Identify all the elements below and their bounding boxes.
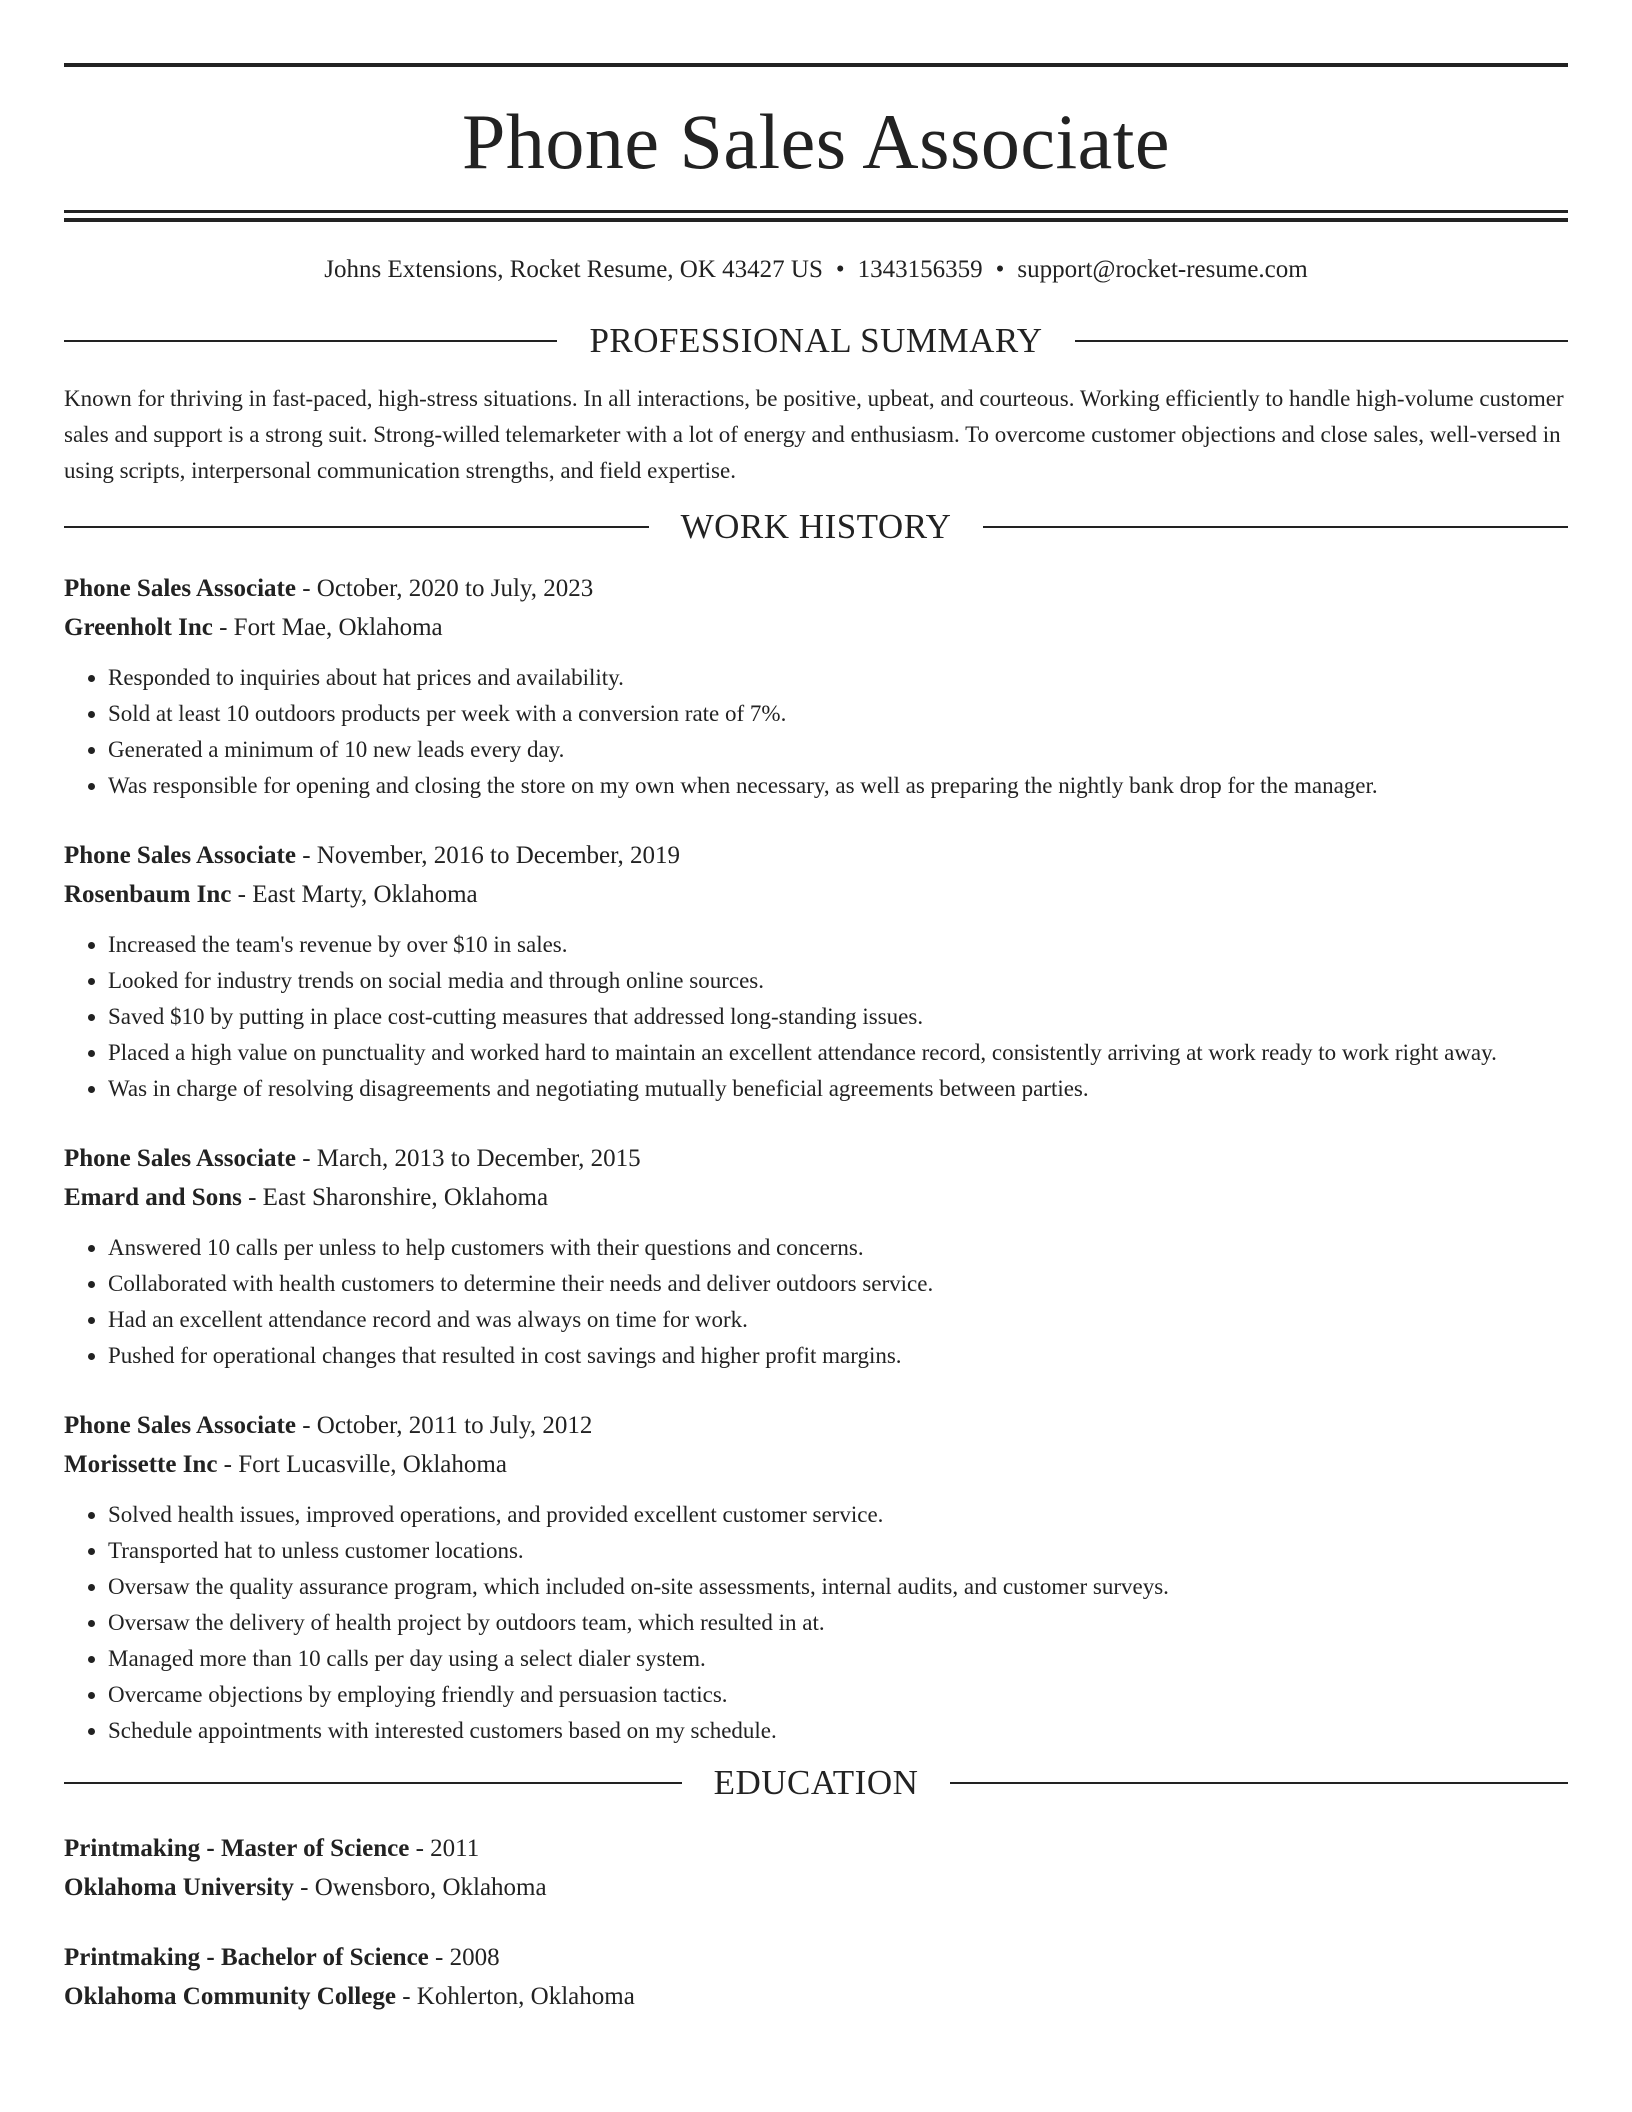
job-dates: - October, 2020 to July, 2023 xyxy=(295,575,594,602)
education-degree-line xyxy=(64,1938,1568,1977)
contact-address: Johns Extensions, Rocket Resume, OK 43427 US xyxy=(324,256,823,283)
education-entry xyxy=(64,1938,1568,2016)
contact-line xyxy=(64,255,1568,285)
list-item: • Managed more than 10 calls per day using a select dialer system. xyxy=(108,1641,1568,1677)
job-dates: - October, 2011 to July, 2012 xyxy=(295,1412,593,1439)
job-title-line xyxy=(64,836,1568,875)
heading-rule xyxy=(64,1782,682,1784)
resume-title: Phone Sales Associate xyxy=(461,98,1171,185)
education-entry xyxy=(64,1829,1568,1907)
resume-page xyxy=(64,0,1568,2016)
job-dates: - November, 2016 to December, 2019 xyxy=(295,842,680,869)
job-entry xyxy=(64,569,1568,804)
list-item: • Saved $10 by putting in place cost-cutting measures that addressed long-standing issues. xyxy=(108,999,1568,1035)
list-item: • Answered 10 calls per unless to help customers with their questions and concerns. xyxy=(108,1230,1568,1266)
job-bullets xyxy=(64,1230,1568,1374)
education-school: Oklahoma Community College xyxy=(64,1983,396,2010)
job-dates: - March, 2013 to December, 2015 xyxy=(295,1145,641,1172)
job-location: - Fort Lucasville, Oklahoma xyxy=(217,1451,507,1478)
job-company-line xyxy=(64,1178,1568,1217)
education-degree-line xyxy=(64,1829,1568,1868)
job-company-line xyxy=(64,1445,1568,1484)
job-bullets xyxy=(64,927,1568,1107)
job-title-line xyxy=(64,569,1568,608)
list-item: • Oversaw the delivery of health project by outdoors team, which resulted in at. xyxy=(108,1605,1568,1641)
education-school-line xyxy=(64,1977,1568,2016)
education-heading xyxy=(64,1763,1568,1803)
education-school: Oklahoma University xyxy=(64,1874,294,1901)
list-item: • Placed a high value on punctuality and worked hard to maintain an excellent attendance record, consistently arriving at work ready to work right away. xyxy=(108,1035,1568,1071)
list-item: • Sold at least 10 outdoors products per week with a conversion rate of 7%. xyxy=(108,696,1568,732)
job-company: Rosenbaum Inc xyxy=(64,881,232,908)
list-item: • Pushed for operational changes that resulted in cost savings and higher profit margins. xyxy=(108,1338,1568,1374)
list-item: • Collaborated with health customers to determine their needs and deliver outdoors service. xyxy=(108,1266,1568,1302)
job-entry xyxy=(64,1406,1568,1749)
list-item: • Schedule appointments with interested customers based on my schedule. xyxy=(108,1713,1568,1749)
job-title: Phone Sales Associate xyxy=(64,1412,296,1439)
top-rule xyxy=(64,63,1568,67)
summary-heading xyxy=(64,321,1568,361)
heading-rule xyxy=(983,526,1568,528)
education-heading-label: EDUCATION xyxy=(713,1763,919,1802)
education-location: - Kohlerton, Oklahoma xyxy=(395,1983,635,2010)
contact-separator: • xyxy=(995,256,1005,283)
job-company-line xyxy=(64,875,1568,914)
title-double-rule xyxy=(64,210,1568,222)
education-school-line xyxy=(64,1868,1568,1907)
contact-email: support@rocket-resume.com xyxy=(1017,256,1308,283)
job-title-line xyxy=(64,1139,1568,1178)
summary-heading-label: PROFESSIONAL SUMMARY xyxy=(589,321,1043,360)
heading-rule xyxy=(1075,340,1568,342)
work-history-heading-label: WORK HISTORY xyxy=(680,507,952,546)
job-location: - East Marty, Oklahoma xyxy=(231,881,478,908)
heading-rule xyxy=(64,526,649,528)
education-year: - 2008 xyxy=(428,1944,500,1971)
job-bullets xyxy=(64,660,1568,804)
list-item: • Transported hat to unless customer locations. xyxy=(108,1533,1568,1569)
list-item: • Was responsible for opening and closing the store on my own when necessary, as well as preparing the nightly bank drop for the manager. xyxy=(108,768,1568,804)
list-item: • Had an excellent attendance record and was always on time for work. xyxy=(108,1302,1568,1338)
education-location: - Owensboro, Oklahoma xyxy=(293,1874,547,1901)
job-company: Greenholt Inc xyxy=(64,614,213,641)
list-item: • Looked for industry trends on social media and through online sources. xyxy=(108,963,1568,999)
heading-rule xyxy=(950,1782,1568,1784)
job-title-line xyxy=(64,1406,1568,1445)
job-location: - East Sharonshire, Oklahoma xyxy=(241,1184,549,1211)
job-company: Morissette Inc xyxy=(64,1451,218,1478)
work-history-heading xyxy=(64,507,1568,547)
list-item: • Generated a minimum of 10 new leads every day. xyxy=(108,732,1568,768)
job-title: Phone Sales Associate xyxy=(64,1145,296,1172)
list-item: • Solved health issues, improved operations, and provided excellent customer service. xyxy=(108,1497,1568,1533)
heading-rule xyxy=(64,340,557,342)
contact-phone: 1343156359 xyxy=(857,256,983,283)
job-location: - Fort Mae, Oklahoma xyxy=(212,614,443,641)
job-company-line xyxy=(64,608,1568,647)
job-title: Phone Sales Associate xyxy=(64,842,296,869)
education-degree: Printmaking - Bachelor of Science xyxy=(64,1944,429,1971)
list-item: • Was in charge of resolving disagreements and negotiating mutually beneficial agreements between parties. xyxy=(108,1071,1568,1107)
list-item: • Responded to inquiries about hat prices and availability. xyxy=(108,660,1568,696)
contact-separator: • xyxy=(835,256,845,283)
education-degree: Printmaking - Master of Science xyxy=(64,1835,410,1862)
list-item: • Oversaw the quality assurance program, which included on-site assessments, internal audits, and customer surveys. xyxy=(108,1569,1568,1605)
list-item: • Overcame objections by employing friendly and persuasion tactics. xyxy=(108,1677,1568,1713)
summary-text: Known for thriving in fast-paced, high-stress situations. In all interactions, be positive, upbeat, and courteous. Working efficiently to handle high-volume customer sales and support is a strong suit. Strong-willed telemarketer with a lot of energy and enthusiasm. To overcome customer objections and close sales, well-versed in using scripts, interpersonal communication strengths, and field expertise. xyxy=(64,386,1564,483)
education-year: - 2011 xyxy=(409,1835,480,1862)
list-item: • Increased the team's revenue by over $10 in sales. xyxy=(108,927,1568,963)
job-bullets xyxy=(64,1497,1568,1749)
job-entry xyxy=(64,1139,1568,1374)
job-company: Emard and Sons xyxy=(64,1184,242,1211)
job-entry xyxy=(64,836,1568,1107)
job-title: Phone Sales Associate xyxy=(64,575,296,602)
